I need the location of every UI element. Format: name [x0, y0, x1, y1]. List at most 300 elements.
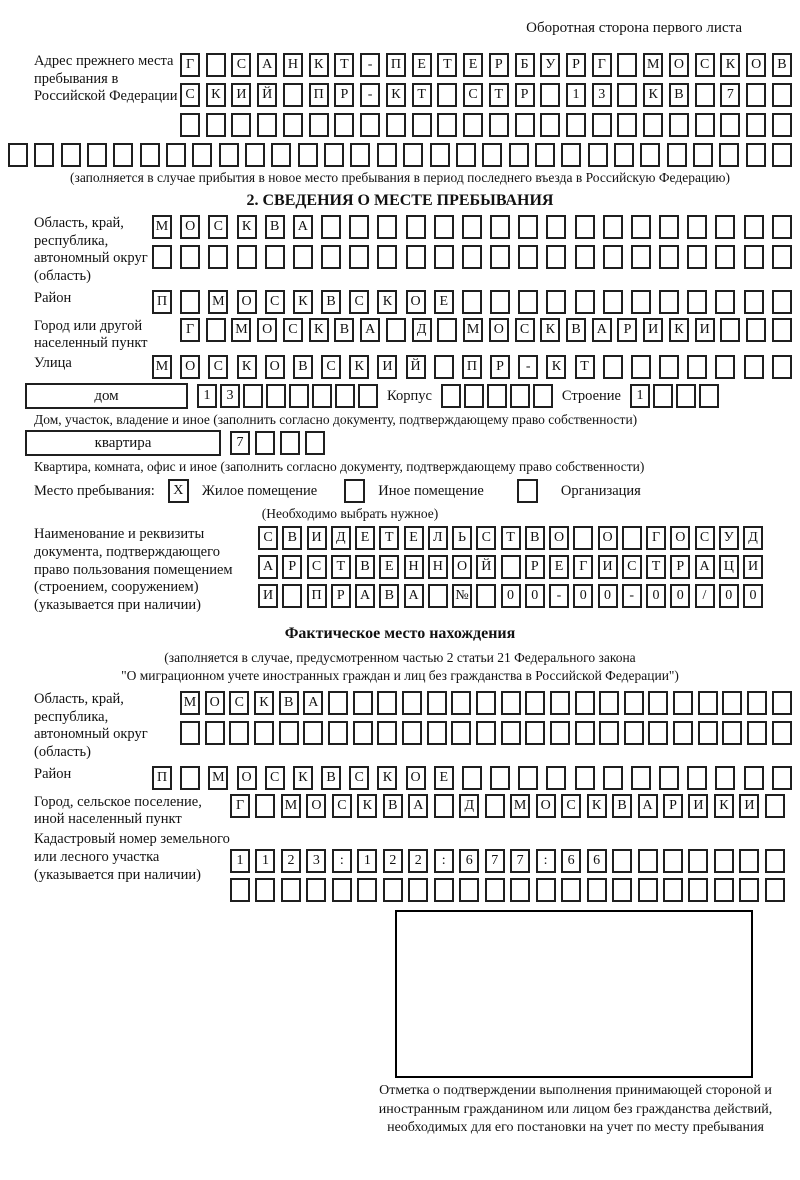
char-cell[interactable]: К	[206, 83, 226, 107]
char-cell[interactable]	[279, 721, 299, 745]
char-cell[interactable]: С	[321, 355, 341, 379]
char-cell[interactable]	[430, 143, 450, 167]
char-cell[interactable]: С	[695, 53, 715, 77]
char-cell[interactable]: Г	[180, 53, 200, 77]
char-cell[interactable]: С	[283, 318, 303, 342]
char-cell[interactable]	[255, 794, 275, 818]
char-cell[interactable]	[687, 215, 707, 239]
char-cell[interactable]: М	[208, 766, 228, 790]
char-cell[interactable]	[603, 355, 623, 379]
char-cell[interactable]: Т	[575, 355, 595, 379]
char-cell[interactable]: Т	[501, 526, 521, 550]
apartment-type-box[interactable]: квартира	[25, 430, 221, 456]
char-cell[interactable]	[622, 526, 642, 550]
char-cell[interactable]	[377, 143, 397, 167]
char-cell[interactable]	[772, 290, 792, 314]
char-cell[interactable]	[744, 215, 764, 239]
char-cell[interactable]: 6	[459, 849, 479, 873]
char-cell[interactable]: В	[282, 526, 302, 550]
char-cell[interactable]	[386, 113, 406, 137]
char-cell[interactable]: А	[592, 318, 612, 342]
char-cell[interactable]: Ц	[719, 555, 739, 579]
char-cell[interactable]	[427, 721, 447, 745]
char-cell[interactable]	[746, 143, 766, 167]
char-cell[interactable]: П	[152, 766, 172, 790]
char-cell[interactable]	[402, 691, 422, 715]
char-cell[interactable]: Т	[437, 53, 457, 77]
char-cell[interactable]	[575, 721, 595, 745]
char-cell[interactable]: В	[525, 526, 545, 550]
char-cell[interactable]: С	[208, 355, 228, 379]
char-cell[interactable]	[643, 113, 663, 137]
char-cell[interactable]: Р	[515, 83, 535, 107]
char-cell[interactable]: 0	[719, 584, 739, 608]
char-cell[interactable]	[617, 113, 637, 137]
char-cell[interactable]	[659, 290, 679, 314]
char-cell[interactable]: О	[452, 555, 472, 579]
char-cell[interactable]: Б	[515, 53, 535, 77]
char-cell[interactable]	[653, 384, 673, 408]
char-cell[interactable]	[669, 113, 689, 137]
char-cell[interactable]	[321, 245, 341, 269]
char-cell[interactable]	[309, 113, 329, 137]
char-cell[interactable]	[747, 691, 767, 715]
char-cell[interactable]	[312, 384, 332, 408]
char-cell[interactable]	[427, 691, 447, 715]
char-cell[interactable]: В	[279, 691, 299, 715]
char-cell[interactable]: М	[643, 53, 663, 77]
char-cell[interactable]: В	[379, 584, 399, 608]
char-cell[interactable]	[518, 245, 538, 269]
char-cell[interactable]: И	[231, 83, 251, 107]
char-cell[interactable]	[334, 113, 354, 137]
char-cell[interactable]: Г	[573, 555, 593, 579]
char-cell[interactable]: К	[254, 691, 274, 715]
char-cell[interactable]: Н	[283, 53, 303, 77]
char-cell[interactable]	[437, 318, 457, 342]
char-cell[interactable]	[648, 721, 668, 745]
char-cell[interactable]	[638, 849, 658, 873]
char-cell[interactable]	[271, 143, 291, 167]
char-cell[interactable]: А	[408, 794, 428, 818]
char-cell[interactable]	[772, 143, 792, 167]
checkbox-residential[interactable]: X	[168, 479, 189, 503]
char-cell[interactable]	[205, 721, 225, 745]
char-cell[interactable]	[663, 849, 683, 873]
char-cell[interactable]: Е	[412, 53, 432, 77]
char-cell[interactable]	[283, 83, 303, 107]
char-cell[interactable]: К	[377, 766, 397, 790]
char-cell[interactable]: А	[360, 318, 380, 342]
char-cell[interactable]: Й	[257, 83, 277, 107]
char-cell[interactable]	[518, 766, 538, 790]
char-cell[interactable]	[659, 245, 679, 269]
char-cell[interactable]	[332, 878, 352, 902]
char-cell[interactable]: Е	[355, 526, 375, 550]
char-cell[interactable]: 1	[566, 83, 586, 107]
char-cell[interactable]: С	[265, 766, 285, 790]
char-cell[interactable]	[464, 384, 484, 408]
char-cell[interactable]	[206, 53, 226, 77]
char-cell[interactable]	[699, 384, 719, 408]
char-cell[interactable]: О	[257, 318, 277, 342]
char-cell[interactable]	[358, 384, 378, 408]
house-type-box[interactable]: дом	[25, 383, 188, 409]
char-cell[interactable]	[546, 215, 566, 239]
char-cell[interactable]: -	[622, 584, 642, 608]
char-cell[interactable]: Л	[428, 526, 448, 550]
char-cell[interactable]	[612, 849, 632, 873]
char-cell[interactable]	[501, 721, 521, 745]
char-cell[interactable]: А	[303, 691, 323, 715]
char-cell[interactable]	[515, 113, 535, 137]
char-cell[interactable]	[349, 245, 369, 269]
char-cell[interactable]: О	[180, 355, 200, 379]
char-cell[interactable]: С	[349, 766, 369, 790]
char-cell[interactable]	[305, 431, 325, 455]
char-cell[interactable]	[617, 83, 637, 107]
char-cell[interactable]	[180, 113, 200, 137]
char-cell[interactable]	[437, 113, 457, 137]
char-cell[interactable]	[350, 143, 370, 167]
char-cell[interactable]	[648, 691, 668, 715]
char-cell[interactable]	[206, 113, 226, 137]
char-cell[interactable]	[546, 290, 566, 314]
char-cell[interactable]: А	[695, 555, 715, 579]
char-cell[interactable]	[714, 878, 734, 902]
char-cell[interactable]	[715, 355, 735, 379]
char-cell[interactable]	[357, 878, 377, 902]
char-cell[interactable]: И	[743, 555, 763, 579]
char-cell[interactable]: /	[695, 584, 715, 608]
char-cell[interactable]: У	[719, 526, 739, 550]
char-cell[interactable]: О	[180, 215, 200, 239]
char-cell[interactable]	[289, 384, 309, 408]
char-cell[interactable]: Р	[566, 53, 586, 77]
char-cell[interactable]: В	[355, 555, 375, 579]
char-cell[interactable]	[34, 143, 54, 167]
char-cell[interactable]	[298, 143, 318, 167]
char-cell[interactable]: :	[434, 849, 454, 873]
char-cell[interactable]: Р	[490, 355, 510, 379]
char-cell[interactable]	[772, 766, 792, 790]
char-cell[interactable]: У	[540, 53, 560, 77]
char-cell[interactable]: Т	[489, 83, 509, 107]
char-cell[interactable]: 0	[573, 584, 593, 608]
char-cell[interactable]: С	[307, 555, 327, 579]
char-cell[interactable]	[546, 245, 566, 269]
char-cell[interactable]: К	[386, 83, 406, 107]
char-cell[interactable]: А	[638, 794, 658, 818]
char-cell[interactable]	[772, 215, 792, 239]
char-cell[interactable]: С	[229, 691, 249, 715]
char-cell[interactable]: С	[463, 83, 483, 107]
char-cell[interactable]: М	[281, 794, 301, 818]
char-cell[interactable]	[693, 143, 713, 167]
char-cell[interactable]	[744, 355, 764, 379]
char-cell[interactable]	[451, 721, 471, 745]
char-cell[interactable]: О	[670, 526, 690, 550]
char-cell[interactable]	[280, 431, 300, 455]
char-cell[interactable]: Г	[646, 526, 666, 550]
char-cell[interactable]	[603, 245, 623, 269]
char-cell[interactable]: 0	[646, 584, 666, 608]
char-cell[interactable]	[631, 215, 651, 239]
char-cell[interactable]: Т	[412, 83, 432, 107]
char-cell[interactable]	[744, 245, 764, 269]
char-cell[interactable]	[456, 143, 476, 167]
char-cell[interactable]	[603, 215, 623, 239]
char-cell[interactable]	[765, 878, 785, 902]
char-cell[interactable]	[501, 691, 521, 715]
char-cell[interactable]	[293, 245, 313, 269]
char-cell[interactable]	[746, 83, 766, 107]
char-cell[interactable]: С	[332, 794, 352, 818]
char-cell[interactable]	[715, 766, 735, 790]
char-cell[interactable]: П	[462, 355, 482, 379]
char-cell[interactable]	[772, 318, 792, 342]
char-cell[interactable]	[525, 691, 545, 715]
char-cell[interactable]: И	[598, 555, 618, 579]
char-cell[interactable]: Т	[646, 555, 666, 579]
char-cell[interactable]	[501, 555, 521, 579]
char-cell[interactable]: А	[257, 53, 277, 77]
char-cell[interactable]: М	[152, 215, 172, 239]
char-cell[interactable]	[490, 215, 510, 239]
char-cell[interactable]	[192, 143, 212, 167]
char-cell[interactable]: В	[293, 355, 313, 379]
char-cell[interactable]	[631, 290, 651, 314]
char-cell[interactable]: Ь	[452, 526, 472, 550]
char-cell[interactable]	[772, 691, 792, 715]
char-cell[interactable]	[208, 245, 228, 269]
char-cell[interactable]: К	[237, 215, 257, 239]
char-cell[interactable]	[283, 113, 303, 137]
char-cell[interactable]: П	[386, 53, 406, 77]
char-cell[interactable]	[772, 355, 792, 379]
char-cell[interactable]	[360, 113, 380, 137]
char-cell[interactable]	[687, 355, 707, 379]
char-cell[interactable]	[166, 143, 186, 167]
char-cell[interactable]	[561, 143, 581, 167]
char-cell[interactable]	[451, 691, 471, 715]
char-cell[interactable]	[561, 878, 581, 902]
char-cell[interactable]	[482, 143, 502, 167]
char-cell[interactable]	[243, 384, 263, 408]
char-cell[interactable]: И	[688, 794, 708, 818]
char-cell[interactable]: 7	[230, 431, 250, 455]
char-cell[interactable]: Т	[379, 526, 399, 550]
char-cell[interactable]	[688, 849, 708, 873]
char-cell[interactable]	[575, 766, 595, 790]
char-cell[interactable]	[617, 53, 637, 77]
char-cell[interactable]: С	[561, 794, 581, 818]
char-cell[interactable]	[476, 584, 496, 608]
char-cell[interactable]	[540, 83, 560, 107]
char-cell[interactable]	[744, 766, 764, 790]
char-cell[interactable]	[588, 143, 608, 167]
char-cell[interactable]	[255, 878, 275, 902]
char-cell[interactable]	[624, 721, 644, 745]
char-cell[interactable]	[698, 691, 718, 715]
char-cell[interactable]	[403, 143, 423, 167]
char-cell[interactable]: К	[714, 794, 734, 818]
char-cell[interactable]: Р	[334, 83, 354, 107]
char-cell[interactable]	[659, 766, 679, 790]
char-cell[interactable]: А	[293, 215, 313, 239]
char-cell[interactable]	[265, 245, 285, 269]
char-cell[interactable]: Д	[743, 526, 763, 550]
char-cell[interactable]	[720, 113, 740, 137]
char-cell[interactable]: К	[546, 355, 566, 379]
char-cell[interactable]: О	[598, 526, 618, 550]
char-cell[interactable]	[663, 878, 683, 902]
char-cell[interactable]	[688, 878, 708, 902]
char-cell[interactable]: С	[349, 290, 369, 314]
char-cell[interactable]	[687, 766, 707, 790]
char-cell[interactable]	[573, 526, 593, 550]
char-cell[interactable]: О	[489, 318, 509, 342]
char-cell[interactable]	[245, 143, 265, 167]
char-cell[interactable]	[462, 290, 482, 314]
char-cell[interactable]	[402, 721, 422, 745]
char-cell[interactable]	[638, 878, 658, 902]
char-cell[interactable]: С	[231, 53, 251, 77]
char-cell[interactable]: 0	[525, 584, 545, 608]
char-cell[interactable]	[266, 384, 286, 408]
char-cell[interactable]	[695, 83, 715, 107]
char-cell[interactable]	[490, 245, 510, 269]
char-cell[interactable]	[722, 721, 742, 745]
char-cell[interactable]: В	[321, 766, 341, 790]
char-cell[interactable]: К	[643, 83, 663, 107]
char-cell[interactable]	[667, 143, 687, 167]
char-cell[interactable]	[485, 878, 505, 902]
char-cell[interactable]: И	[377, 355, 397, 379]
char-cell[interactable]: В	[772, 53, 792, 77]
char-cell[interactable]	[254, 721, 274, 745]
char-cell[interactable]	[765, 849, 785, 873]
char-cell[interactable]: К	[587, 794, 607, 818]
char-cell[interactable]	[324, 143, 344, 167]
char-cell[interactable]: 1	[255, 849, 275, 873]
char-cell[interactable]: К	[720, 53, 740, 77]
char-cell[interactable]	[377, 691, 397, 715]
char-cell[interactable]	[349, 215, 369, 239]
char-cell[interactable]: Й	[406, 355, 426, 379]
char-cell[interactable]	[152, 245, 172, 269]
char-cell[interactable]	[659, 355, 679, 379]
char-cell[interactable]: П	[307, 584, 327, 608]
char-cell[interactable]	[575, 245, 595, 269]
char-cell[interactable]: П	[152, 290, 172, 314]
char-cell[interactable]: М	[208, 290, 228, 314]
char-cell[interactable]: Д	[331, 526, 351, 550]
char-cell[interactable]: В	[669, 83, 689, 107]
char-cell[interactable]	[406, 215, 426, 239]
char-cell[interactable]	[631, 766, 651, 790]
char-cell[interactable]	[603, 766, 623, 790]
char-cell[interactable]	[746, 113, 766, 137]
char-cell[interactable]: С	[180, 83, 200, 107]
char-cell[interactable]: -	[518, 355, 538, 379]
char-cell[interactable]	[428, 584, 448, 608]
char-cell[interactable]: 3	[220, 384, 240, 408]
char-cell[interactable]: 6	[561, 849, 581, 873]
char-cell[interactable]	[575, 691, 595, 715]
char-cell[interactable]	[599, 691, 619, 715]
char-cell[interactable]	[306, 878, 326, 902]
char-cell[interactable]	[535, 143, 555, 167]
char-cell[interactable]	[603, 290, 623, 314]
char-cell[interactable]: О	[205, 691, 225, 715]
char-cell[interactable]: №	[452, 584, 472, 608]
char-cell[interactable]	[673, 721, 693, 745]
char-cell[interactable]	[383, 878, 403, 902]
char-cell[interactable]: Р	[489, 53, 509, 77]
char-cell[interactable]: Д	[459, 794, 479, 818]
char-cell[interactable]: :	[332, 849, 352, 873]
char-cell[interactable]	[587, 878, 607, 902]
char-cell[interactable]	[772, 83, 792, 107]
char-cell[interactable]	[631, 245, 651, 269]
char-cell[interactable]: К	[540, 318, 560, 342]
char-cell[interactable]: В	[612, 794, 632, 818]
char-cell[interactable]: О	[746, 53, 766, 77]
char-cell[interactable]: М	[152, 355, 172, 379]
char-cell[interactable]: С	[695, 526, 715, 550]
char-cell[interactable]	[434, 215, 454, 239]
char-cell[interactable]	[87, 143, 107, 167]
char-cell[interactable]	[566, 113, 586, 137]
char-cell[interactable]	[525, 721, 545, 745]
char-cell[interactable]: С	[476, 526, 496, 550]
char-cell[interactable]: Р	[617, 318, 637, 342]
char-cell[interactable]: 1	[357, 849, 377, 873]
char-cell[interactable]: С	[515, 318, 535, 342]
char-cell[interactable]: Е	[434, 290, 454, 314]
checkbox-other-premises[interactable]	[344, 479, 365, 503]
char-cell[interactable]	[462, 766, 482, 790]
char-cell[interactable]	[765, 794, 785, 818]
char-cell[interactable]: С	[258, 526, 278, 550]
char-cell[interactable]	[536, 878, 556, 902]
char-cell[interactable]: Г	[180, 318, 200, 342]
char-cell[interactable]: О	[406, 290, 426, 314]
char-cell[interactable]	[255, 431, 275, 455]
char-cell[interactable]: Р	[663, 794, 683, 818]
char-cell[interactable]	[746, 318, 766, 342]
char-cell[interactable]	[386, 318, 406, 342]
char-cell[interactable]: О	[536, 794, 556, 818]
char-cell[interactable]: 0	[598, 584, 618, 608]
char-cell[interactable]: :	[536, 849, 556, 873]
char-cell[interactable]: Г	[592, 53, 612, 77]
char-cell[interactable]	[772, 113, 792, 137]
char-cell[interactable]	[281, 878, 301, 902]
char-cell[interactable]: Е	[549, 555, 569, 579]
char-cell[interactable]: 1	[197, 384, 217, 408]
char-cell[interactable]	[575, 290, 595, 314]
char-cell[interactable]	[490, 290, 510, 314]
char-cell[interactable]	[490, 766, 510, 790]
char-cell[interactable]: 1	[630, 384, 650, 408]
char-cell[interactable]	[509, 143, 529, 167]
char-cell[interactable]	[282, 584, 302, 608]
char-cell[interactable]	[377, 721, 397, 745]
char-cell[interactable]	[180, 245, 200, 269]
char-cell[interactable]	[772, 721, 792, 745]
